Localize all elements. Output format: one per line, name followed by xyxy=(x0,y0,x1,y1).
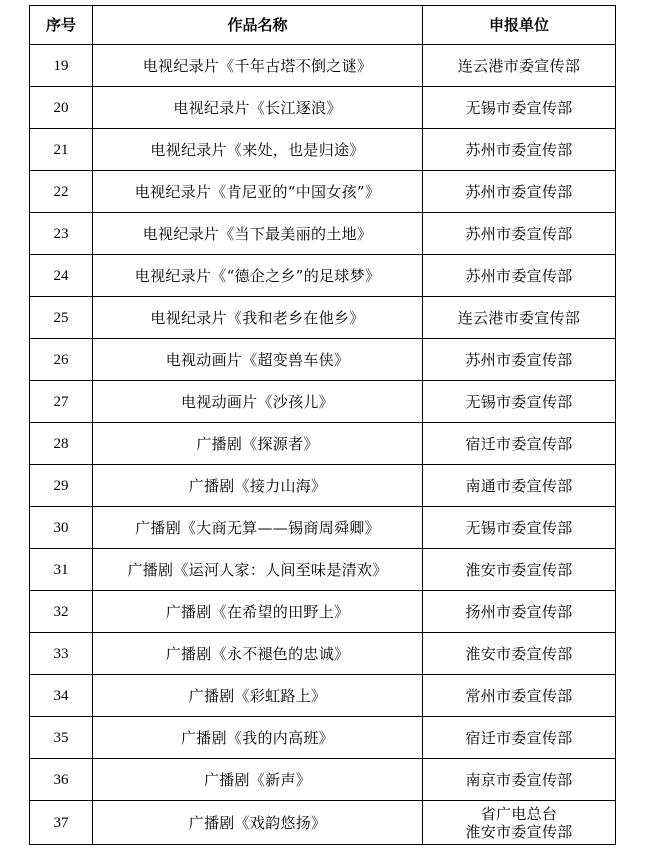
table-row xyxy=(30,339,616,381)
row-unit: 苏州市委宣传部 xyxy=(423,339,616,381)
row-no: 33 xyxy=(30,633,93,675)
row-no: 37 xyxy=(30,801,93,845)
row-title: 广播剧《永不褪色的忠诚》 xyxy=(93,633,423,675)
row-unit: 无锡市委宣传部 xyxy=(423,507,616,549)
row-title: 电视纪录片《肯尼亚的“中国女孩”》 xyxy=(93,171,423,213)
row-title: 广播剧《我的内高班》 xyxy=(93,717,423,759)
row-title: 广播剧《运河人家：人间至味是清欢》 xyxy=(93,549,423,591)
row-unit-line: 省广电总台 xyxy=(480,804,558,823)
row-no: 35 xyxy=(30,717,93,759)
header-unit: 申报单位 xyxy=(423,6,616,45)
row-unit: 苏州市委宣传部 xyxy=(423,171,616,213)
row-no: 30 xyxy=(30,507,93,549)
row-title: 电视纪录片《来处，也是归途》 xyxy=(93,129,423,171)
row-unit: 无锡市委宣传部 xyxy=(423,87,616,129)
row-unit: 常州市委宣传部 xyxy=(423,675,616,717)
row-title: 广播剧《探源者》 xyxy=(93,423,423,465)
table-row xyxy=(30,45,616,87)
table-row xyxy=(30,759,616,801)
row-unit: 淮安市委宣传部 xyxy=(423,633,616,675)
table-row xyxy=(30,381,616,423)
row-no: 20 xyxy=(30,87,93,129)
row-no: 22 xyxy=(30,171,93,213)
table-row xyxy=(30,633,616,675)
row-unit: 淮安市委宣传部 xyxy=(423,549,616,591)
table-header-row xyxy=(30,6,616,45)
award-list-table xyxy=(29,5,616,845)
row-unit: 扬州市委宣传部 xyxy=(423,591,616,633)
row-no: 29 xyxy=(30,465,93,507)
header-title: 作品名称 xyxy=(93,6,423,45)
table-row xyxy=(30,255,616,297)
row-title: 广播剧《新声》 xyxy=(93,759,423,801)
row-no: 25 xyxy=(30,297,93,339)
row-title: 电视动画片《沙孩儿》 xyxy=(93,381,423,423)
table-row xyxy=(30,591,616,633)
row-unit xyxy=(423,801,616,845)
row-unit: 苏州市委宣传部 xyxy=(423,213,616,255)
row-title: 广播剧《在希望的田野上》 xyxy=(93,591,423,633)
row-no: 31 xyxy=(30,549,93,591)
table-row xyxy=(30,801,616,845)
row-no: 24 xyxy=(30,255,93,297)
row-unit: 连云港市委宣传部 xyxy=(423,45,616,87)
row-unit: 南京市委宣传部 xyxy=(423,759,616,801)
row-unit: 苏州市委宣传部 xyxy=(423,129,616,171)
table-row xyxy=(30,507,616,549)
table-row xyxy=(30,129,616,171)
row-no: 32 xyxy=(30,591,93,633)
table-row xyxy=(30,675,616,717)
row-unit: 连云港市委宣传部 xyxy=(423,297,616,339)
row-title: 电视纪录片《长江逐浪》 xyxy=(93,87,423,129)
row-unit: 宿迁市委宣传部 xyxy=(423,423,616,465)
table-row xyxy=(30,465,616,507)
row-no: 19 xyxy=(30,45,93,87)
table-row xyxy=(30,171,616,213)
row-title: 电视动画片《超变兽车侠》 xyxy=(93,339,423,381)
row-title: 广播剧《接力山海》 xyxy=(93,465,423,507)
table-row xyxy=(30,87,616,129)
row-no: 26 xyxy=(30,339,93,381)
row-no: 28 xyxy=(30,423,93,465)
table-row xyxy=(30,717,616,759)
row-unit: 苏州市委宣传部 xyxy=(423,255,616,297)
row-unit: 南通市委宣传部 xyxy=(423,465,616,507)
row-unit: 无锡市委宣传部 xyxy=(423,381,616,423)
row-unit: 宿迁市委宣传部 xyxy=(423,717,616,759)
row-title: 电视纪录片《当下最美丽的土地》 xyxy=(93,213,423,255)
row-no: 34 xyxy=(30,675,93,717)
row-title: 电视纪录片《“德企之乡”的足球梦》 xyxy=(93,255,423,297)
row-no: 36 xyxy=(30,759,93,801)
row-no: 21 xyxy=(30,129,93,171)
row-no: 23 xyxy=(30,213,93,255)
table-row xyxy=(30,423,616,465)
header-no: 序号 xyxy=(30,6,93,45)
row-title: 电视纪录片《千年古塔不倒之谜》 xyxy=(93,45,423,87)
row-title: 电视纪录片《我和老乡在他乡》 xyxy=(93,297,423,339)
row-title: 广播剧《彩虹路上》 xyxy=(93,675,423,717)
row-unit-line: 淮安市委宣传部 xyxy=(465,822,573,841)
row-title: 广播剧《戏韵悠扬》 xyxy=(93,801,423,845)
row-title: 广播剧《大商无算——锡商周舜卿》 xyxy=(93,507,423,549)
table-row xyxy=(30,297,616,339)
table-row xyxy=(30,549,616,591)
row-no: 27 xyxy=(30,381,93,423)
table-row xyxy=(30,213,616,255)
